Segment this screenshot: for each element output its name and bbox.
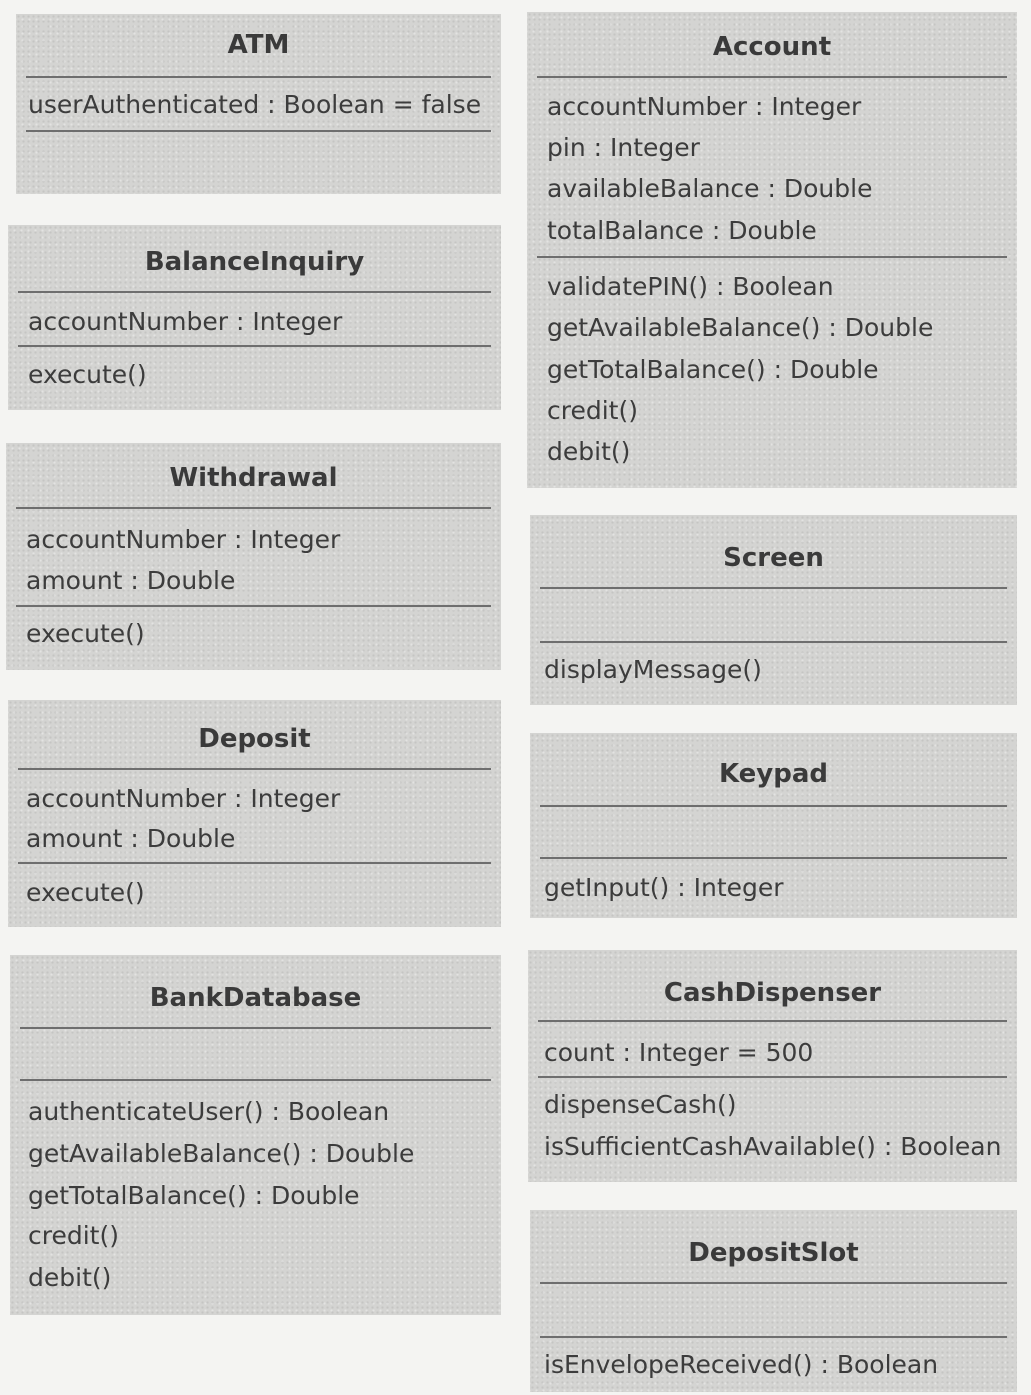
operation: displayMessage()	[544, 655, 762, 684]
operation: getTotalBalance() : Double	[28, 1181, 360, 1210]
separator	[540, 1282, 1007, 1284]
attribute: count : Integer = 500	[544, 1038, 814, 1067]
class-keypad	[530, 733, 1017, 918]
class-screen	[530, 515, 1017, 705]
class-deposit-slot	[530, 1210, 1017, 1392]
class-name: Account	[712, 32, 832, 62]
class-name: DepositSlot	[688, 1238, 859, 1268]
attribute: amount : Double	[26, 824, 236, 853]
operation: execute()	[26, 619, 145, 648]
operation: credit()	[28, 1221, 119, 1250]
separator	[538, 1020, 1007, 1022]
class-account	[527, 12, 1017, 488]
attribute: accountNumber : Integer	[26, 525, 341, 554]
class-name: Withdrawal	[169, 463, 338, 493]
separator	[18, 291, 491, 293]
operation: debit()	[28, 1263, 112, 1292]
attribute: amount : Double	[26, 566, 236, 595]
operation: execute()	[26, 878, 145, 907]
class-balance-inquiry	[8, 225, 501, 410]
class-name: Keypad	[718, 759, 829, 789]
class-cash-dispenser	[528, 950, 1017, 1182]
separator	[26, 76, 491, 78]
attribute: availableBalance : Double	[547, 174, 873, 203]
class-withdrawal	[6, 443, 501, 670]
separator	[540, 641, 1007, 643]
class-atm	[16, 14, 501, 194]
operation: credit()	[547, 396, 638, 425]
separator	[537, 76, 1007, 78]
attribute: accountNumber : Integer	[547, 92, 862, 121]
separator	[540, 805, 1007, 807]
class-name: BankDatabase	[149, 983, 362, 1013]
separator	[18, 345, 491, 347]
class-name: BalanceInquiry	[144, 247, 365, 277]
operation: isSufficientCashAvailable() : Boolean	[544, 1132, 1002, 1161]
operation: getAvailableBalance() : Double	[28, 1139, 415, 1168]
operation: validatePIN() : Boolean	[547, 272, 834, 301]
class-deposit	[8, 700, 501, 927]
separator	[540, 1336, 1007, 1338]
attribute: accountNumber : Integer	[26, 784, 341, 813]
separator	[538, 1076, 1007, 1078]
separator	[16, 507, 491, 509]
separator	[20, 1027, 491, 1029]
attribute: pin : Integer	[547, 133, 700, 162]
separator	[540, 587, 1007, 589]
operation: getTotalBalance() : Double	[547, 355, 879, 384]
attribute: userAuthenticated : Boolean = false	[28, 90, 482, 119]
operation: execute()	[28, 360, 147, 389]
class-name: Deposit	[198, 724, 311, 754]
separator	[20, 1079, 491, 1081]
class-name: ATM	[227, 30, 290, 60]
operation: debit()	[547, 437, 631, 466]
class-name: Screen	[723, 543, 824, 573]
attribute: totalBalance : Double	[547, 216, 817, 245]
separator	[26, 130, 491, 132]
class-bank-database	[10, 955, 501, 1315]
separator	[18, 768, 491, 770]
operation: authenticateUser() : Boolean	[28, 1097, 390, 1126]
operation: dispenseCash()	[544, 1090, 737, 1119]
separator	[18, 862, 491, 864]
attribute: accountNumber : Integer	[28, 307, 343, 336]
operation: getAvailableBalance() : Double	[547, 313, 934, 342]
separator	[540, 857, 1007, 859]
class-name: CashDispenser	[663, 978, 882, 1008]
separator	[16, 605, 491, 607]
operation: isEnvelopeReceived() : Boolean	[544, 1350, 939, 1379]
separator	[537, 256, 1007, 258]
operation: getInput() : Integer	[544, 873, 784, 902]
